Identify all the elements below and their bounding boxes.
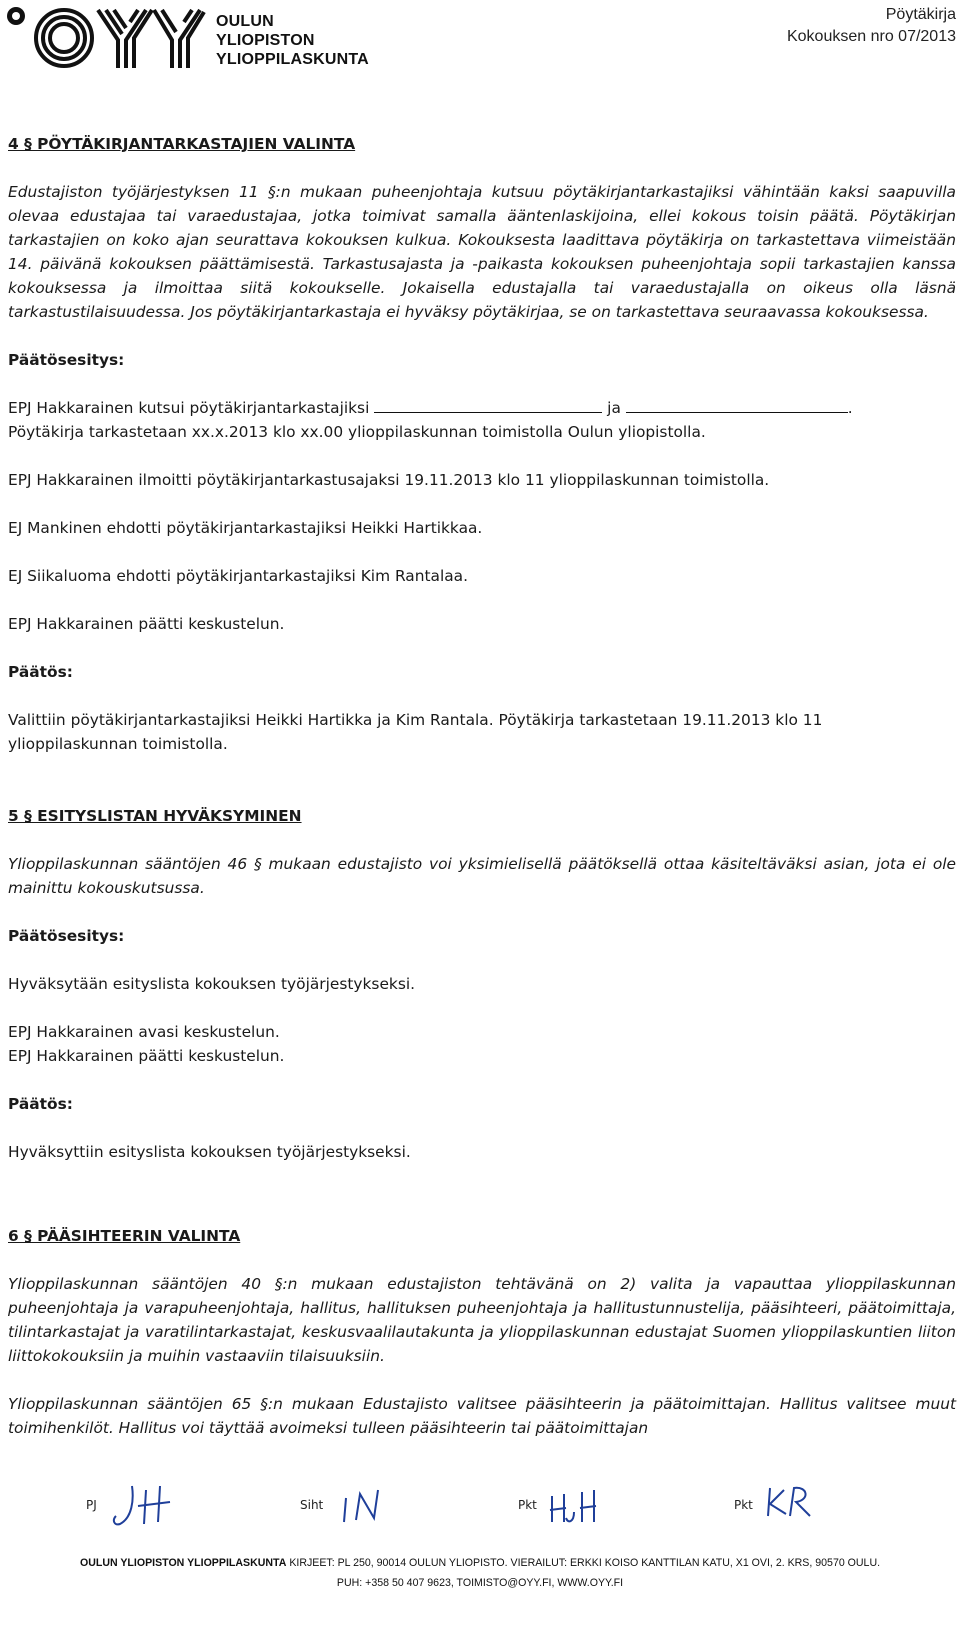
section-5-proposal: Hyväksytään esityslista kokouksen työjärjestykseksi. <box>8 975 416 993</box>
siht-signature-icon <box>340 1482 440 1532</box>
signature-pj <box>86 1482 206 1532</box>
siht-label: Siht <box>300 1498 324 1512</box>
section-4-para-2: EJ Mankinen ehdotti pöytäkirjantarkastajiksi Heikki Hartikkaa. <box>8 519 483 537</box>
signature-pkt-1 <box>518 1482 668 1532</box>
org-name <box>216 12 369 69</box>
section-5-decision: Hyväksyttiin esityslista kokouksen työjärjestykseksi. <box>8 1143 411 1161</box>
oyy-logo <box>6 4 369 68</box>
section-4-proposal-line-2: Pöytäkirja tarkastetaan xx.x.2013 klo xx.00 ylioppilaskunnan toimistolla Oulun yliopistolla. <box>8 423 706 441</box>
pkt-1-label: Pkt <box>518 1498 537 1512</box>
signature-pkt-2 <box>734 1482 884 1532</box>
section-4-intro: Edustajiston työjärjestyksen 11 §:n mukaan puheenjohtaja kutsuu pöytäkirjantarkastajiksi vähintään kaksi saapuvilla olevaa edustajaa tai varaedustajaa, jotka toimivat samalla ääntenlaskijoina, ellei kokous toisin päätä. Pöytäkirjan tarkastajien on koko ajan seurattava kokouksen kulkua. Kokouksesta laadittava pöytäkirja on tarkastettava viimeistään 14. päivänä kokouksen päättämisestä. Tarkastusajasta ja -paikasta kokouksen puheenjohtaja sopii tarkastajien kanssa kokouksessa ja ilmoittaa siitä kokoukselle. Jokaisella edustajalla tai varaedustajalla on oikeus olla läsnä tarkastustilaisuudessa. Jos pöytäkirjantarkastaja ei hyväksy pöytäkirjaa, se on tarkastettava seuraavassa kokouksessa. <box>8 183 956 321</box>
section-6-intro-1: Ylioppilaskunnan sääntöjen 40 §:n mukaan edustajiston tehtävänä on 2) valita ja vapauttaa ylioppilaskunnan puheenjohtaja ja varapuheenjohtaja, hallitus, hallituksen puheenjohtaja ja hallitustunnustelija, pääsihteeri, päätoimittaja, tilintarkastajat ja varatilintarkastajat, keskusvaalilautakunta ja ylioppilaskunnan edustajat Suomen ylioppilaskuntien liiton liittokokouksiin ja muihin vastaaviin tilaisuuksiin. <box>8 1275 956 1365</box>
oyy-logo-mark <box>6 4 206 70</box>
blank-line-2 <box>626 398 848 413</box>
pj-label: PJ <box>86 1498 97 1512</box>
section-4-decision: Valittiin pöytäkirjantarkastajiksi Heikki Hartikka ja Kim Rantala. Pöytäkirja tarkastetaan 19.11.2013 klo 11 ylioppilaskunnan toimistolla. <box>8 711 823 753</box>
page-footer <box>0 1553 960 1593</box>
org-line-1: OULUN <box>216 13 274 30</box>
footer-line-1 <box>0 1553 960 1573</box>
footer-contact: PUH: +358 50 407 9623, TOIMISTO@OYY.FI, WWW.OYY.FI <box>336 1577 624 1589</box>
pkt-2-label: Pkt <box>734 1498 753 1512</box>
blank-line-1 <box>374 398 602 413</box>
section-4-para-1: EPJ Hakkarainen ilmoitti pöytäkirjantarkastusajaksi 19.11.2013 klo 11 ylioppilaskunnan toimistolla. <box>8 471 770 489</box>
section-6-intro-2: Ylioppilaskunnan sääntöjen 65 §:n mukaan Edustajisto valitsee pääsihteerin ja päätoimittajan. Hallitus valitsee muut toimihenkilöt. Hallitus voi täyttää avoimeksi tulleen pääsihteerin tai päätoimittajan <box>8 1395 956 1437</box>
header-meta <box>787 4 956 48</box>
section-4-heading: 4 § PÖYTÄKIRJANTARKASTAJIEN VALINTA <box>8 135 356 153</box>
section-5-decision-label: Päätös: <box>8 1095 73 1113</box>
proposal-text-b: ja <box>607 399 621 417</box>
org-line-3: YLIOPPILASKUNTA <box>216 51 369 68</box>
footer-address: KIRJEET: PL 250, 90014 OULUN YLIOPISTO. VIERAILUT: ERKKI KOISO KANTTILAN KATU, X1 OVI, 2. KRS, 90570 OULU. <box>289 1557 881 1569</box>
pkt-1-signature-icon <box>546 1482 646 1532</box>
section-5-para-2: EPJ Hakkarainen päätti keskustelun. <box>8 1047 285 1065</box>
footer-org: OULUN YLIOPISTON YLIOPPILASKUNTA <box>79 1557 287 1569</box>
section-4-para-3: EJ Siikaluoma ehdotti pöytäkirjantarkastajiksi Kim Rantalaa. <box>8 567 468 585</box>
section-5-proposal-label: Päätösesitys: <box>8 927 125 945</box>
pj-signature-icon <box>110 1482 210 1532</box>
doc-type: Pöytäkirja <box>885 6 956 23</box>
org-line-2: YLIOPISTON <box>216 32 315 49</box>
meeting-number: Kokouksen nro 07/2013 <box>786 28 956 45</box>
document-body <box>8 132 956 1440</box>
section-5-para-1: EPJ Hakkarainen avasi keskustelun. <box>8 1023 280 1041</box>
section-5-heading: 5 § ESITYSLISTAN HYVÄKSYMINEN <box>8 807 302 825</box>
proposal-text-c: . <box>847 399 853 417</box>
section-5-intro: Ylioppilaskunnan sääntöjen 46 § mukaan edustajisto voi yksimielisellä päätöksellä ottaa käsiteltäväksi asian, jota ei ole mainittu kokouskutsussa. <box>8 855 956 897</box>
section-4-proposal-line-1 <box>8 396 956 420</box>
pkt-2-signature-icon <box>764 1482 864 1532</box>
section-4-para-4: EPJ Hakkarainen päätti keskustelun. <box>8 615 285 633</box>
signature-row <box>0 1482 960 1532</box>
proposal-text-a: EPJ Hakkarainen kutsui pöytäkirjantarkastajiksi <box>8 399 370 417</box>
signature-siht <box>300 1482 440 1532</box>
section-4-proposal-label: Päätösesitys: <box>8 351 125 369</box>
section-6-heading: 6 § PÄÄSIHTEERIN VALINTA <box>8 1227 241 1245</box>
section-4-decision-label: Päätös: <box>8 663 73 681</box>
